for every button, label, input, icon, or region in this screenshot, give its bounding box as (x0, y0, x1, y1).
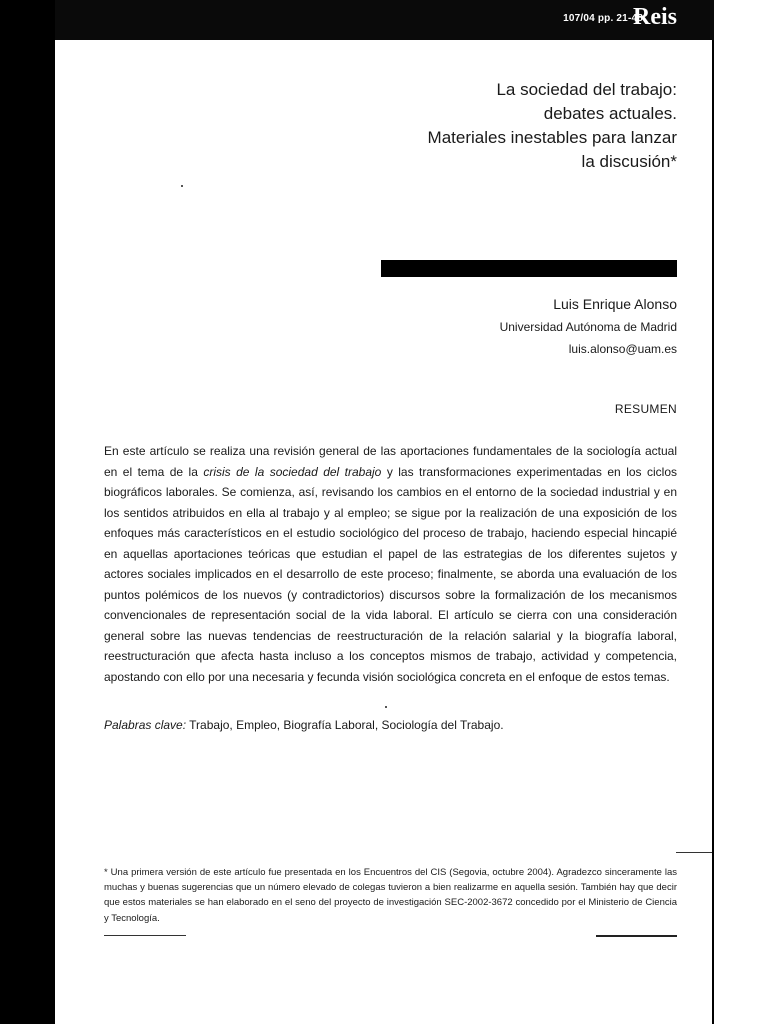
author-name: Luis Enrique Alonso (553, 296, 677, 312)
footnote: * Una primera versión de este artículo fue presentada en los Encuentros del CIS (Segovia, octubre 2004). Agradezco sinceramente las muchas y buenas sugerencias que un número elevado de colegas tuvieron a bien realizarme en aquella sesión. También hay que decir que estos materiales se han elaborado en el seno del proyecto de investigación SEC-2002-3672 concedido por el Ministerio de Ciencia y Tecnología. (104, 867, 677, 924)
author-email: luis.alonso@uam.es (568, 342, 677, 356)
bottom-rule-right (596, 935, 677, 937)
scan-speck (181, 185, 183, 187)
title-line: Materiales inestables para lanzar (427, 128, 677, 147)
scan-speck (385, 706, 387, 708)
keywords-label: Palabras clave: (104, 718, 187, 732)
keywords-text: Trabajo, Empleo, Biografía Laboral, Sociología del Trabajo. (186, 718, 504, 732)
scan-left-edge (0, 0, 55, 1024)
article-title (317, 78, 677, 174)
title-line: La sociedad del trabajo: (496, 80, 677, 99)
author-affiliation: Universidad Autónoma de Madrid (499, 320, 677, 334)
journal-name: Reis (633, 4, 677, 30)
journal-header-bar (55, 0, 714, 40)
abstract-italic-phrase: crisis de la sociedad del trabajo (203, 464, 382, 479)
bottom-rule-left (104, 935, 186, 936)
footnote-divider (676, 852, 712, 853)
issue-pages: 107/04 pp. 21-48 (563, 13, 643, 24)
title-line: debates actuales. (543, 104, 677, 123)
title-divider-bar (381, 260, 677, 277)
scan-right-edge (712, 0, 714, 1024)
keywords (104, 715, 677, 735)
abstract-heading: RESUMEN (614, 402, 677, 416)
title-line: la discusión* (581, 152, 677, 171)
abstract-text: En este artículo se realiza una revisión general de las aportaciones fundamentales de la sociología actual en el tema de la crisis de la sociedad del trabajo y las transformaciones experimentadas en los ciclos biográficos laborales. Se comienza, así, revisando los cambios en el entorno de la sociedad industrial y en los sentidos atribuidos en ella al trabajo y al empleo; se sigue por la realización de una exposición de los enfoques más característicos en el estudio sociológico del proceso de trabajo, haciendo especial hincapié en aquellas aportaciones teóricas que estudian el papel de las estrategias de los diferentes sujetos y actores sociales implicados en el desarrollo de este proceso; finalmente, se aborda una evaluación de los puntos polémicos de los nuevos (y contradictorios) discursos sobre la formalización de los mecanismos convencionales de representación social de la vida laboral. El artículo se cierra con una consideración general sobre las nuevas tendencias de reestructuración de la relación salarial y la biografía laboral, reestructuración que afecta hasta incluso a los conceptos mismos de trabajo, actividad y competencia, apostando con ello por una necesaria y fecunda visión sociológica concreta en el enfoque de estos temas. (104, 444, 677, 684)
